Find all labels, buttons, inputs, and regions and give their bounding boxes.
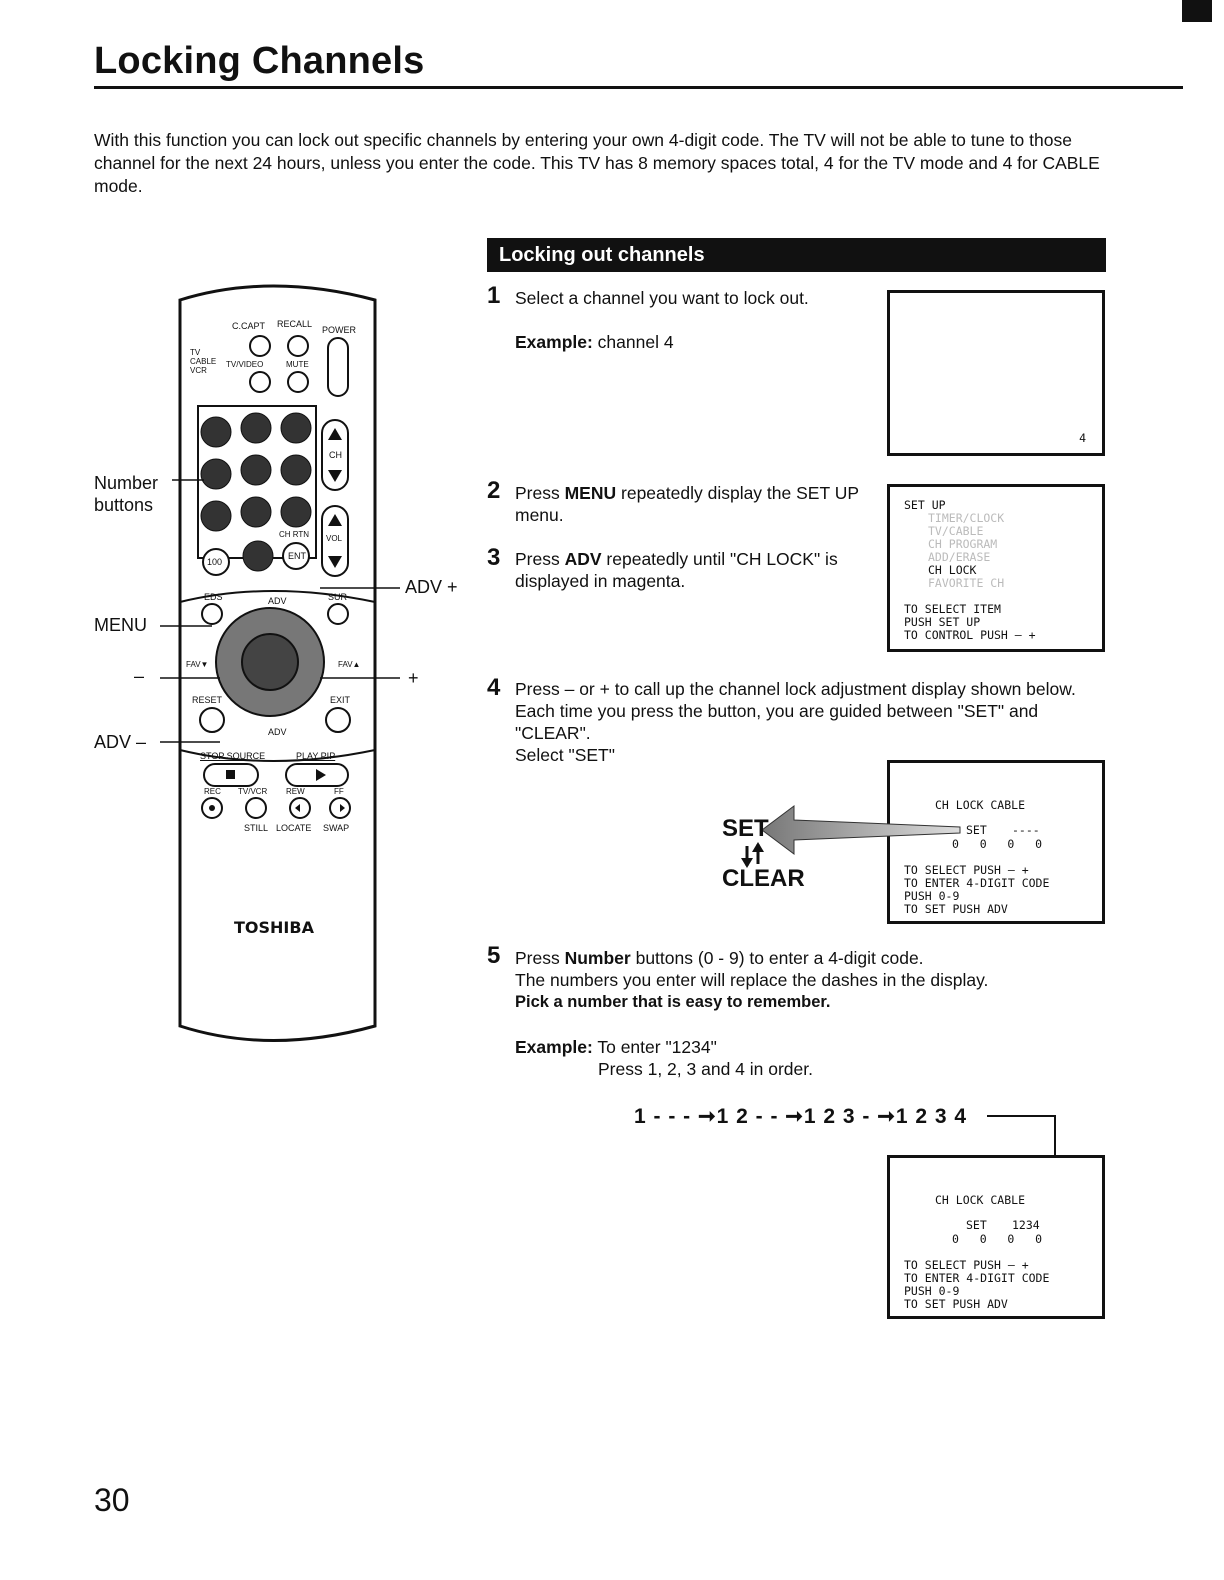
vol-label: VOL [326, 534, 343, 543]
set-label: SET [722, 815, 769, 842]
plus-callout: + [408, 668, 419, 688]
fav-up-label: FAV▲ [338, 660, 361, 669]
step-number-3: 3 [487, 544, 501, 571]
vcr-label: VCR [190, 366, 207, 375]
menu-item-timer: TIMER/CLOCK [928, 511, 1005, 525]
adv-plus-callout: ADV + [405, 577, 458, 597]
chlock2-footer-3: PUSH 0-9 [904, 1284, 960, 1298]
clear-label: CLEAR [722, 865, 805, 892]
chlock-footer-1: TO SELECT PUSH – + [904, 863, 1029, 877]
page-title: Locking Channels [94, 40, 425, 82]
step-3-text-b: repeatedly until "CH LOCK" is displayed in magenta. [515, 549, 838, 591]
mute-label: MUTE [286, 360, 309, 369]
chrtn-label: CH RTN [279, 530, 310, 539]
number-callout-text: Number [94, 473, 159, 493]
number-buttons-callout [94, 472, 158, 516]
step-5-example-line2: Press 1, 2, 3 and 4 in order. [598, 1059, 813, 1079]
step-5-text-a: Press [515, 948, 565, 968]
power-label: POWER [322, 325, 357, 335]
menu-item-chlock: CH LOCK [928, 563, 977, 577]
step-3-text [515, 548, 875, 592]
chlock-code: ---- [1012, 823, 1040, 837]
corner-tab-marker [1182, 0, 1212, 22]
page-number: 30 [94, 1482, 130, 1518]
tvvideo-button [250, 372, 270, 392]
tvvcr-label: TV/VCR [238, 787, 268, 796]
step-2-bold: MENU [564, 483, 617, 503]
step-2-text-a: Press [515, 483, 565, 503]
menu-item-adderase: ADD/ERASE [928, 550, 991, 564]
step-2-text [515, 482, 865, 526]
step-2-text-b: repeatedly display the SET UP menu. [515, 483, 859, 525]
example-label: Example: [515, 332, 593, 352]
step-number-5: 5 [487, 942, 501, 969]
step-4-select: Select "SET" [515, 745, 615, 765]
tvvideo-label: TV/VIDEO [226, 360, 264, 369]
step-5-example-label: Example: [515, 1037, 593, 1057]
tvvcr-button [246, 798, 266, 818]
tv-cable-vcr-labels [190, 348, 216, 375]
fav-down-label: FAV▼ [186, 660, 209, 669]
buttons-callout-text: buttons [94, 495, 154, 515]
step-1-example [515, 331, 674, 353]
step-number-2: 2 [487, 477, 501, 504]
chlock2-title: CH LOCK CABLE [935, 1193, 1026, 1207]
section-heading [487, 238, 1106, 272]
rec-icon [209, 805, 215, 811]
chlock2-digits: 0 0 0 0 [952, 1232, 1043, 1246]
chlock2-set: SET [966, 1218, 987, 1232]
minus-callout: – [134, 666, 145, 686]
recall-label: RECALL [277, 319, 313, 329]
chlock-footer-3: PUSH 0-9 [904, 889, 960, 903]
locate-label: LOCATE [276, 823, 312, 833]
setup-footer-3: TO CONTROL PUSH – + [904, 628, 1036, 642]
chlock-digits: 0 0 0 0 [952, 837, 1043, 851]
step-5-line3: Pick a number that is easy to remember. [515, 993, 831, 1011]
ch-label: CH [329, 450, 342, 460]
hundred-label: 100 [207, 557, 223, 567]
mute-button [288, 372, 308, 392]
menu-item-chprogram: CH PROGRAM [928, 537, 998, 551]
step-3-bold: ADV [564, 549, 602, 569]
setup-footer-2: PUSH SET UP [904, 615, 981, 629]
reset-label: RESET [192, 695, 223, 705]
exit-label: EXIT [330, 695, 351, 705]
ff-label: FF [334, 787, 344, 796]
title-rule [94, 86, 1183, 89]
ccapt-button [250, 336, 270, 356]
adv-minus-callout: ADV – [94, 732, 147, 752]
tv-label: TV [190, 348, 201, 357]
menu-callout: MENU [94, 615, 147, 635]
adv2-label: ADV [268, 727, 287, 737]
section-heading-text: Locking out channels [499, 244, 705, 266]
chlock2-footer-2: TO ENTER 4-DIGIT CODE [904, 1271, 1050, 1285]
set-arrow-graphic [760, 800, 965, 860]
eds-button [202, 604, 222, 624]
step-5-line2: The numbers you enter will replace the dashes in the display. [515, 970, 989, 990]
chlock-set: SET [966, 823, 987, 837]
cable-label: CABLE [190, 357, 217, 366]
sur-label: SUR [328, 592, 348, 602]
recall-button [288, 336, 308, 356]
step-1-text: Select a channel you want to lock out. [515, 288, 809, 308]
adv-label: ADV [268, 596, 287, 606]
chlock-footer-4: TO SET PUSH ADV [904, 902, 1008, 916]
step-5-example-text: To enter "1234" [592, 1037, 717, 1057]
tv-screen-chlock-code [887, 1155, 1105, 1319]
stop-source-label: STOP SOURCE [200, 751, 266, 761]
toshiba-logo: TOSHIBA [234, 918, 314, 937]
chlock2-code: 1234 [1012, 1218, 1040, 1232]
step-number-1: 1 [487, 282, 501, 309]
eds-label: EDS [204, 592, 223, 602]
menu-item-favorite: FAVORITE CH [928, 576, 1005, 590]
ent-label: ENT [288, 551, 306, 561]
step-4-text: Press – or + to call up the channel lock adjustment display shown below. Each time you press the button, you are guided between "SET" and "CLEAR". [515, 679, 1076, 743]
stop-icon [226, 770, 235, 779]
play-pip-label: PLAY PIP [296, 751, 336, 761]
chlock2-footer-1: TO SELECT PUSH – + [904, 1258, 1029, 1272]
step-5-bold: Number [564, 948, 631, 968]
power-button [328, 338, 348, 396]
example-text: channel 4 [592, 332, 674, 352]
reset-button [200, 708, 224, 732]
step-5-example [515, 1036, 717, 1058]
step-3-text-a: Press [515, 549, 565, 569]
tv-screen-setup-menu [887, 484, 1105, 652]
channel-number: 4 [1079, 431, 1086, 445]
sur-button [328, 604, 348, 624]
rec-label: REC [204, 787, 221, 796]
setup-footer-1: TO SELECT ITEM [904, 602, 1001, 616]
chlock-footer-2: TO ENTER 4-DIGIT CODE [904, 876, 1050, 890]
chlock2-footer-4: TO SET PUSH ADV [904, 1297, 1008, 1311]
step-5-text [515, 947, 924, 969]
ccapt-label: C.CAPT [232, 321, 266, 331]
swap-label: SWAP [323, 823, 350, 833]
menu-item-tvcable: TV/CABLE [928, 524, 984, 538]
step-5-text-b: buttons (0 - 9) to enter a 4-digit code. [630, 948, 924, 968]
setup-title: SET UP [904, 498, 946, 512]
exit-button [326, 708, 350, 732]
pointer-arrow-icon [762, 806, 960, 854]
intro-paragraph: With this function you can lock out specific channels by entering your own 4-digit code. The TV will not be able to tune to those channel for the next 24 hours, unless you enter the code. This TV has 8 memory spaces total, 4 for the TV mode and 4 for CABLE mode. [94, 130, 1100, 196]
chlock-title: CH LOCK CABLE [935, 798, 1026, 812]
step-number-4: 4 [487, 674, 501, 701]
tv-screen-channel [887, 290, 1105, 456]
menu-center-button [242, 634, 298, 690]
rew-label: REW [286, 787, 305, 796]
code-entry-sequence: 1 - - - ➞1 2 - - ➞1 2 3 - ➞1 2 3 4 [634, 1105, 968, 1128]
still-label: STILL [244, 823, 269, 833]
